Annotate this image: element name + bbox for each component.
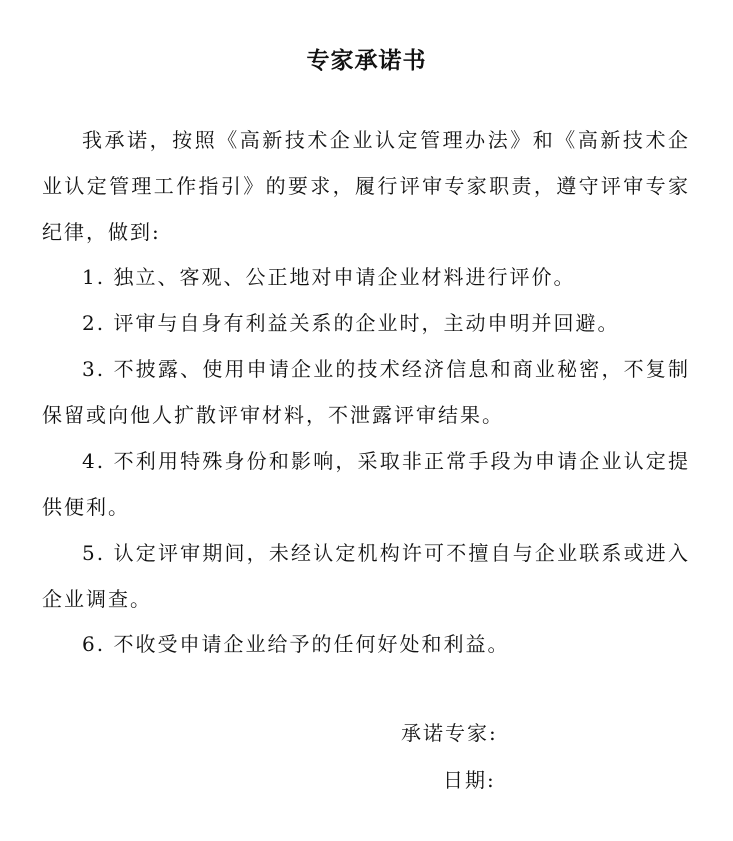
commitment-item-5: 5. 认定评审期间，未经认定机构许可不擅自与企业联系或进入企业调查。 [42, 541, 690, 611]
signer-label: 承诺专家: [401, 721, 498, 745]
intro-paragraph: 我承诺，按照《高新技术企业认定管理办法》和《高新技术企业认定管理工作指引》的要求，履行评审专家职责，遵守评审专家纪律，做到: [42, 128, 690, 244]
document-title: 专家承诺书 [306, 47, 427, 74]
date-label: 日期: [443, 768, 496, 792]
commitment-item-1: 1. 独立、客观、公正地对申请企业材料进行评价。 [82, 265, 576, 289]
commitment-item-2: 2. 评审与自身有利益关系的企业时，主动申明并回避。 [82, 311, 620, 335]
commitment-item-4: 4. 不利用特殊身份和影响，采取非正常手段为申请企业认定提供便利。 [42, 449, 690, 519]
commitment-item-3: 3. 不披露、使用申请企业的技术经济信息和商业秘密，不复制保留或向他人扩散评审材料，不泄露评审结果。 [42, 357, 690, 427]
commitment-item-6: 6. 不收受申请企业给予的任何好处和利益。 [82, 632, 510, 656]
